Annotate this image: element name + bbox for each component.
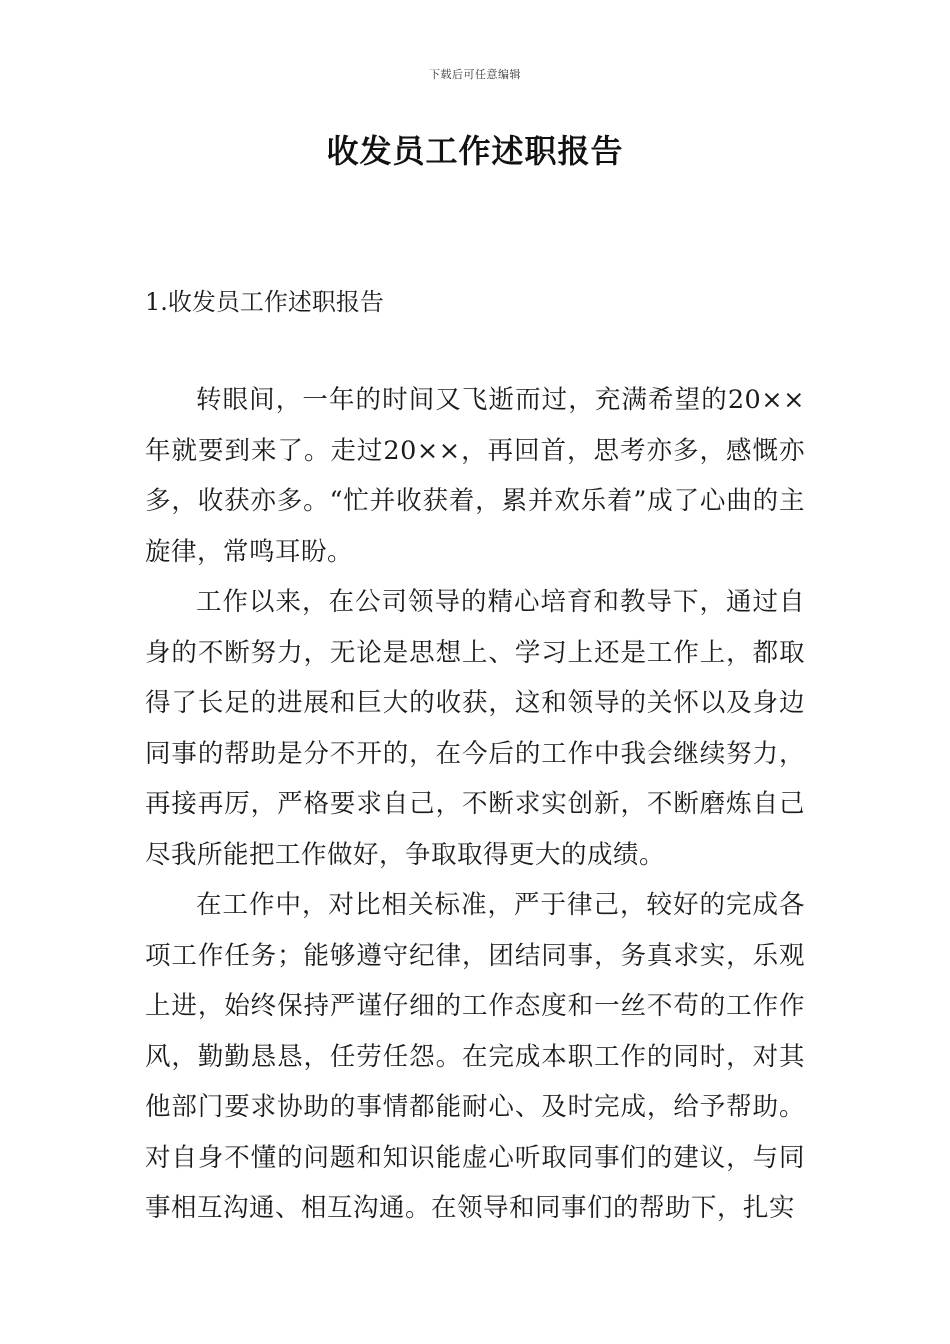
paragraph-1: 转眼间，一年的时间又飞逝而过，充满希望的20××年就要到来了。走过20××，再回首，思考亦多，感慨亦多，收获亦多。“忙并收获着，累并欢乐着”成了心曲的主旋律，常鸣耳盼。: [145, 385, 805, 567]
document-body: [145, 375, 805, 1234]
header-note: 下载后可任意编辑: [429, 68, 521, 81]
paragraph-3: 在工作中，对比相关标准，严于律己，较好的完成各项工作任务；能够遵守纪律，团结同事，务真求实，乐观上进，始终保持严谨仔细的工作态度和一丝不苟的工作作风，勤勤恳恳，任劳任怨。在完成本职工作的同时，对其他部门要求协助的事情都能耐心、及时完成，给予帮助。对自身不懂的问题和知识能虚心听取同事们的建议，与同事相互沟通、相互沟通。在领导和同事们的帮助下，扎实: [145, 890, 805, 1223]
paragraph-2: 工作以来，在公司领导的精心培育和教导下，通过自身的不断努力，无论是思想上、学习上还是工作上，都取得了长足的进展和巨大的收获，这和领导的关怀以及身边同事的帮助是分不开的，在今后的工作中我会继续努力，再接再厉，严格要求自己，不断求实创新，不断磨炼自己尽我所能把工作做好，争取取得更大的成绩。: [145, 587, 805, 870]
section-heading: 1.收发员工作述职报告: [145, 288, 384, 316]
document-title: 收发员工作述职报告: [326, 132, 624, 170]
